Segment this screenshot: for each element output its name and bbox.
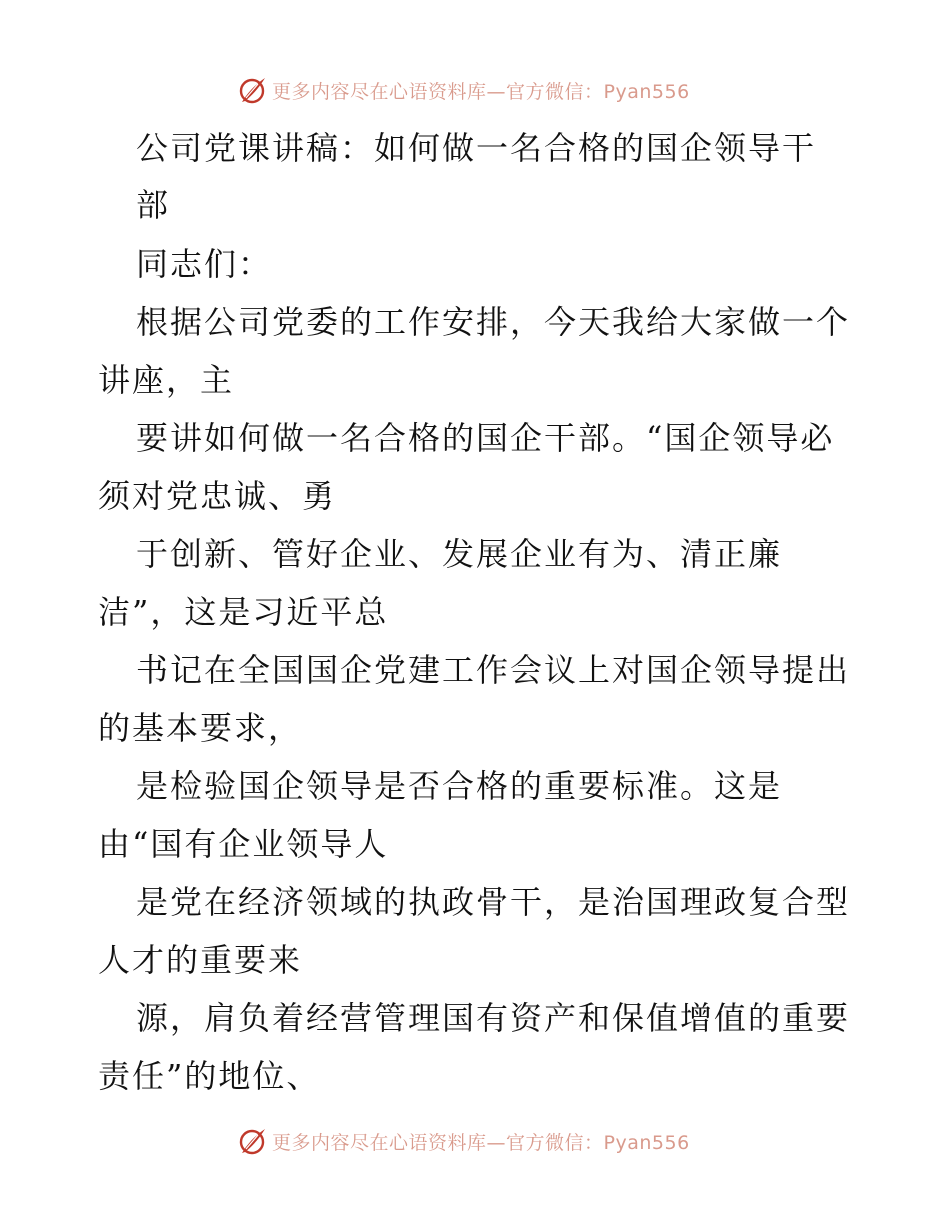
paragraph-line: 书记在全国国企党建工作会议上对国企领导提出 (136, 651, 851, 689)
feather-quill-logo-icon (236, 1125, 268, 1157)
paragraph-line: 是检验国企领导是否合格的重要标准。这是 (136, 767, 783, 805)
watermark-text: 更多内容尽在心语资料库—官方微信：Pyan556 (272, 1131, 690, 1154)
watermark-header (236, 73, 690, 107)
paragraph-line: 须对党忠诚、勇 (98, 477, 337, 515)
paragraph-line: 由“国有企业领导人 (98, 825, 389, 863)
paragraph-line: 讲座，主 (98, 361, 235, 399)
paragraph-line: 洁”，这是习近平总 (98, 593, 389, 631)
feather-quill-logo-icon (236, 74, 268, 106)
paragraph-line: 要讲如何做一名合格的国企干部。“国企领导必 (136, 419, 835, 457)
watermark-footer (236, 1124, 690, 1158)
paragraph-line: 人才的重要来 (98, 941, 303, 979)
watermark-text: 更多内容尽在心语资料库—官方微信：Pyan556 (272, 80, 690, 103)
paragraph-line: 责任”的地位、 (98, 1057, 321, 1095)
salutation: 同志们： (136, 245, 273, 283)
paragraph-line: 是党在经济领域的执政骨干，是治国理政复合型 (136, 883, 851, 921)
document-title-continued: 部 (136, 186, 171, 224)
paragraph-line: 根据公司党委的工作安排，今天我给大家做一个 (136, 303, 851, 341)
paragraph-line: 于创新、管好企业、发展企业有为、清正廉 (136, 535, 783, 573)
paragraph-line: 的基本要求， (98, 709, 303, 747)
document-title: 公司党课讲稿：如何做一名合格的国企领导干 (136, 129, 817, 167)
paragraph-line: 源，肩负着经营管理国有资产和保值增值的重要 (136, 999, 851, 1037)
